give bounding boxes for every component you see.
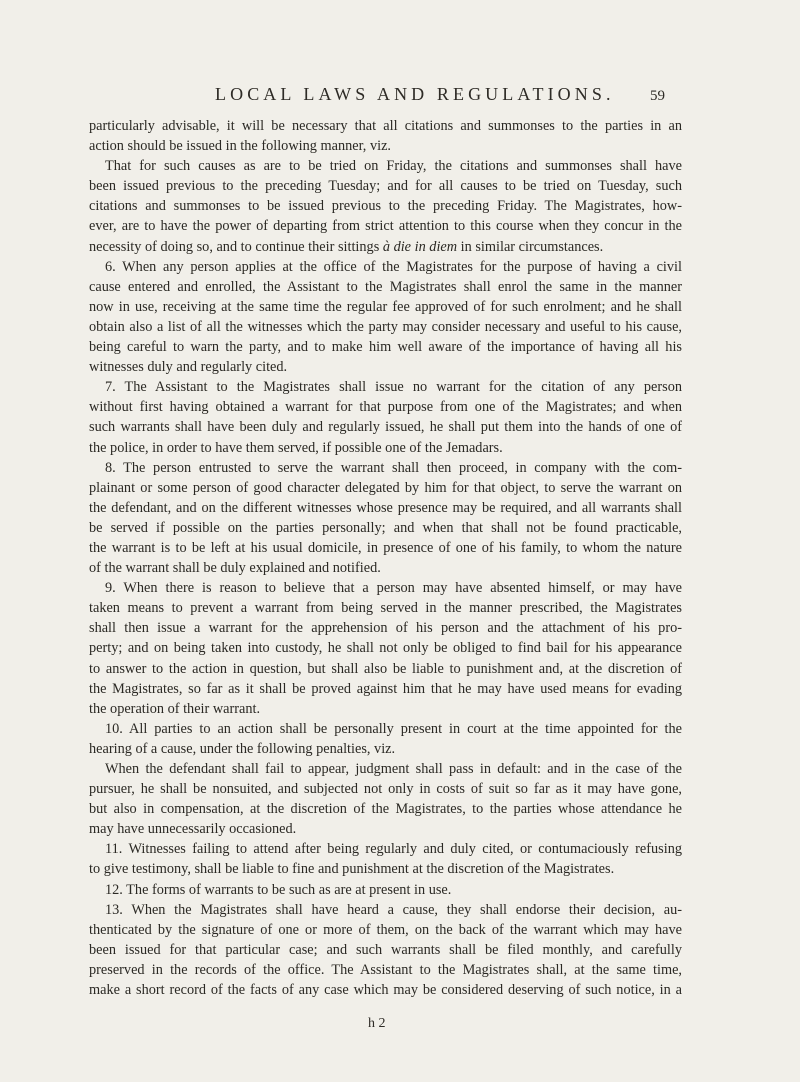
text-line: the police, in order to have them served, if possible one of the Jemadars. <box>89 439 503 456</box>
text-line: ever, are to have the power of departing from strict attention to this course when they concur in the <box>89 218 682 235</box>
text-line: but also in compensation, at the discretion of the Magistrates, to the parties whose attendance he <box>89 801 682 818</box>
text-line: 6. When any person applies at the office of the Magistrates for the purpose of having a civil <box>105 258 682 275</box>
text-line: the warrant is to be left at his usual domicile, in presence of one of his family, to whom the nature <box>89 539 682 556</box>
text-line: of the warrant shall be duly explained and notified. <box>89 560 381 577</box>
text-line: cause entered and enrolled, the Assistant to the Magistrates shall enrol the same in the manner <box>89 278 682 295</box>
text-line: now in use, receiving at the same time the regular fee approved of for such enrolment; and he shall <box>89 298 682 315</box>
text-line: When the defendant shall fail to appear, judgment shall pass in default: and in the case of the <box>105 761 682 777</box>
text-line: 11. Witnesses failing to attend after being regularly and duly cited, or contumaciously refusing <box>105 841 682 858</box>
text-line: necessity of doing so, and to continue their sittings à die in diem in similar circumstances. <box>89 238 604 255</box>
text-line: 7. The Assistant to the Magistrates shall issue no warrant for the citation of any person <box>105 379 682 396</box>
text-line: been issued for that particular case; and such warrants shall be filed monthly, and carefully <box>89 941 682 958</box>
text-line: That for such causes as are to be tried on Friday, the citations and summonses shall have <box>105 158 682 175</box>
text-line: the defendant, and on the different witnesses whose presence may be required, and all warrants shall <box>89 499 682 516</box>
text-line: such warrants shall have been duly and regularly issued, he shall put them into the hands of one of <box>89 419 682 436</box>
text-line: action should be issued in the following manner, viz. <box>89 138 391 155</box>
text-line: being careful to warn the party, and to make him well aware of the importance of having all his <box>89 339 682 356</box>
text-line: particularly advisable, it will be necessary that all citations and summonses to the parties in an <box>89 118 682 134</box>
text-line: make a short record of the facts of any case which may be considered deserving of such notice, in a <box>89 982 682 999</box>
text-line: be served if possible on the parties personally; and when that shall not be found practicable, <box>89 519 682 536</box>
text-line: been issued previous to the preceding Tuesday; and for all causes to be tried on Tuesday, such <box>89 178 682 195</box>
page-header <box>0 84 800 108</box>
text-line: hearing of a cause, under the following penalties, viz. <box>89 740 396 757</box>
printer-signature-mark: h 2 <box>368 1016 386 1031</box>
running-title: LOCAL LAWS AND REGULATIONS. <box>215 84 615 104</box>
text-line: the Magistrates, so far as it shall be proved against him that he may have used means for evading <box>89 680 682 697</box>
page-number: 59 <box>650 88 665 104</box>
text-line: obtain also a list of all the witnesses which the party may consider necessary and useful to his cause, <box>89 318 682 335</box>
text-line: 12. The forms of warrants to be such as are at present in use. <box>105 881 452 898</box>
text-line: preserved in the records of the office. The Assistant to the Magistrates shall, at the same time, <box>89 961 682 978</box>
text-line: to give testimony, shall be liable to fine and punishment at the discretion of the Magistrates. <box>89 861 615 878</box>
text-line: citations and summonses to be issued previous to the preceding Friday. The Magistrates, how- <box>89 198 682 215</box>
body-text <box>89 116 682 1000</box>
text-line: thenticated by the signature of one or more of them, on the back of the warrant which may have <box>89 921 682 938</box>
text-line: to answer to the action in question, but shall also be liable to punishment and, at the discretion of <box>89 660 682 677</box>
text-line: 9. When there is reason to believe that a person may have absented himself, or may have <box>105 580 682 597</box>
text-line: shall then issue a warrant for the apprehension of his person and the attachment of his pro- <box>89 620 682 637</box>
text-line: without first having obtained a warrant for that purpose from one of the Magistrates; and when <box>89 399 682 416</box>
text-line: pursuer, he shall be nonsuited, and subjected not only in costs of suit so far as it may have gone, <box>89 781 682 798</box>
text-line: the operation of their warrant. <box>89 700 261 717</box>
text-line: 10. All parties to an action shall be personally present in court at the time appointed for the <box>105 720 682 737</box>
text-line: perty; and on being taken into custody, he shall not only be obliged to find bail for his appearance <box>89 640 682 657</box>
text-line: taken means to prevent a warrant from being served in the manner prescribed, the Magistrates <box>89 600 682 617</box>
text-line: 13. When the Magistrates shall have heard a cause, they shall endorse their decision, au- <box>105 901 682 918</box>
text-line: 8. The person entrusted to serve the warrant shall then proceed, in company with the com- <box>105 459 682 476</box>
text-line: plainant or some person of good character delegated by him for that object, to serve the warrant on <box>89 479 682 496</box>
text-line: witnesses duly and regularly cited. <box>89 359 288 376</box>
text-line: may have unnecessarily occasioned. <box>89 821 297 838</box>
